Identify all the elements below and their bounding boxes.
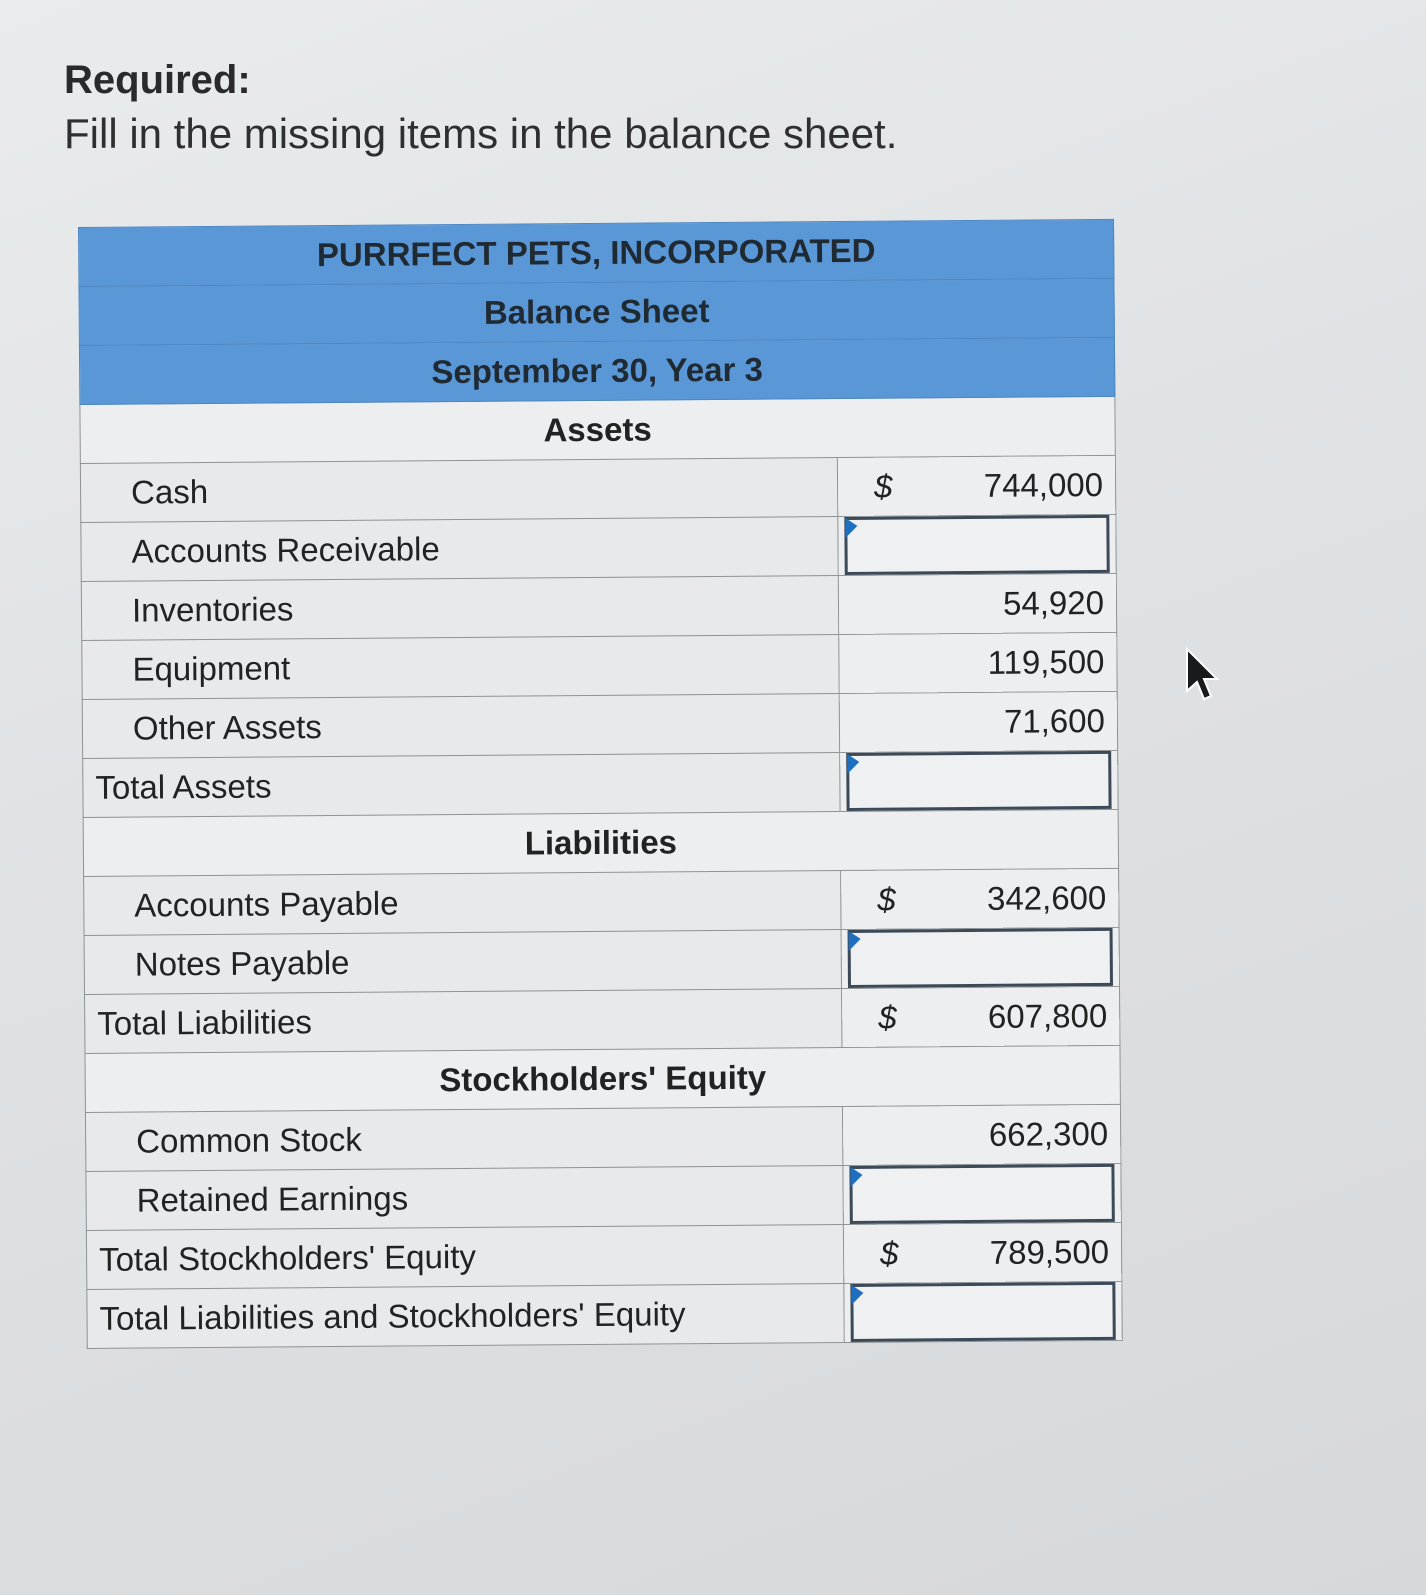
table-row	[82, 632, 1117, 699]
table-row	[85, 986, 1120, 1053]
mouse-pointer-icon	[1183, 647, 1223, 707]
table-row	[81, 514, 1116, 581]
accounts-receivable-label: Accounts Receivable	[81, 517, 838, 582]
notes-payable-input[interactable]	[848, 928, 1113, 988]
liabilities-section-row	[83, 809, 1118, 876]
total-liabilities-amount	[842, 986, 1120, 1047]
accounts-payable-value: 342,600	[986, 878, 1107, 917]
total-equity-value: 789,500	[989, 1232, 1110, 1271]
cash-label: Cash	[80, 458, 837, 523]
inventories-amount	[838, 573, 1116, 634]
header-company-row	[79, 219, 1114, 286]
inventories-label: Inventories	[81, 576, 838, 641]
retained-earnings-label: Retained Earnings	[86, 1166, 843, 1231]
currency-symbol: $	[878, 998, 897, 1036]
input-marker-icon	[849, 931, 861, 951]
equipment-amount	[839, 632, 1117, 693]
statement-date: September 30, Year 3	[79, 337, 1114, 404]
table-row	[84, 927, 1119, 994]
equipment-label: Equipment	[82, 635, 839, 700]
company-name: PURRFECT PETS, INCORPORATED	[79, 219, 1114, 286]
header-date-row	[79, 337, 1114, 404]
total-assets-label: Total Assets	[83, 753, 840, 818]
total-equity-label: Total Stockholders' Equity	[86, 1225, 843, 1290]
table-row	[84, 868, 1119, 935]
table-row	[83, 750, 1118, 817]
assets-heading: Assets	[80, 396, 1115, 463]
total-liabilities-equity-input[interactable]	[850, 1282, 1115, 1342]
statement-title: Balance Sheet	[79, 278, 1114, 345]
total-equity-amount	[843, 1222, 1121, 1283]
equity-section-row	[85, 1045, 1120, 1112]
cash-value: 744,000	[983, 465, 1104, 504]
currency-symbol: $	[877, 880, 896, 918]
total-liabilities-value: 607,800	[987, 996, 1108, 1035]
total-liabilities-equity-label: Total Liabilities and Stockholders' Equity	[87, 1284, 844, 1349]
accounts-payable-label: Accounts Payable	[84, 871, 841, 936]
table-row	[81, 573, 1116, 640]
retained-earnings-input[interactable]	[849, 1164, 1114, 1224]
header-statement-row	[79, 278, 1114, 345]
assets-section-row	[80, 396, 1115, 463]
accounts-payable-amount	[841, 868, 1119, 929]
total-liabilities-equity-cell	[844, 1281, 1122, 1342]
total-liabilities-label: Total Liabilities	[85, 989, 842, 1054]
common-stock-amount	[842, 1104, 1120, 1165]
other-assets-amount	[839, 691, 1117, 752]
other-assets-label: Other Assets	[82, 694, 839, 759]
table-row	[82, 691, 1117, 758]
cash-amount	[837, 455, 1115, 516]
inventories-value: 54,920	[1002, 583, 1105, 622]
currency-symbol: $	[879, 1234, 899, 1272]
table-row	[86, 1163, 1121, 1230]
liabilities-heading: Liabilities	[83, 809, 1118, 876]
input-marker-icon	[851, 1285, 863, 1305]
common-stock-value: 662,300	[988, 1114, 1109, 1153]
balance-sheet-table	[78, 219, 1123, 1349]
currency-symbol: $	[873, 467, 893, 505]
instruction-text: Fill in the missing items in the balance sheet.	[64, 110, 898, 157]
total-assets-input[interactable]	[846, 751, 1111, 811]
accounts-receivable-input[interactable]	[844, 515, 1109, 575]
accounts-receivable-cell	[838, 514, 1116, 575]
other-assets-value: 71,600	[1003, 701, 1106, 740]
common-stock-label: Common Stock	[85, 1107, 842, 1172]
total-assets-cell	[840, 750, 1118, 811]
table-row	[86, 1222, 1121, 1289]
table-row	[85, 1104, 1120, 1171]
equity-heading: Stockholders' Equity	[85, 1045, 1120, 1112]
input-marker-icon	[847, 754, 859, 774]
notes-payable-cell	[841, 927, 1119, 988]
notes-payable-label: Notes Payable	[84, 930, 841, 995]
table-row	[87, 1281, 1122, 1348]
instructions	[64, 55, 897, 163]
table-row	[80, 455, 1115, 522]
input-marker-icon	[850, 1167, 862, 1187]
required-label: Required:	[64, 58, 251, 102]
input-marker-icon	[845, 518, 857, 538]
equipment-value: 119,500	[987, 642, 1105, 681]
retained-earnings-cell	[843, 1163, 1121, 1224]
